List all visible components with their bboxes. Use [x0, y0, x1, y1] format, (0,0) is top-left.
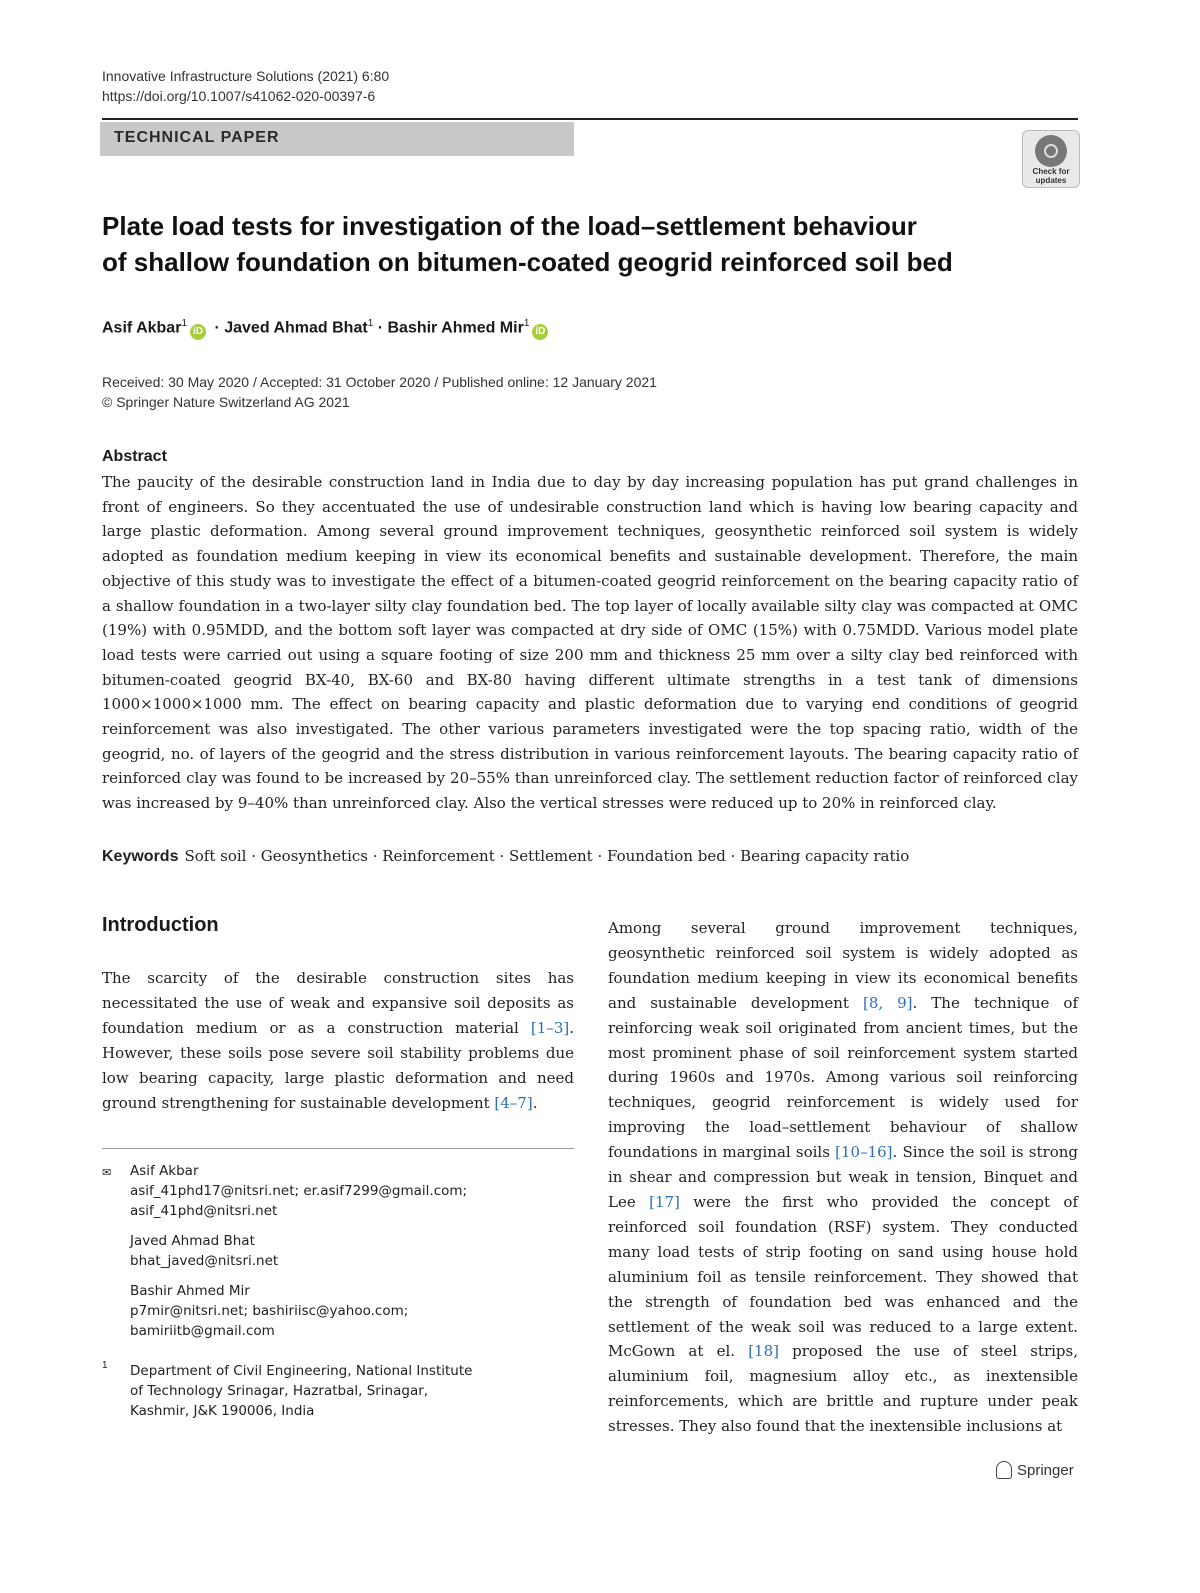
- author-separator: ·: [214, 319, 220, 337]
- title-line-2: of shallow foundation on bitumen-coated geogrid reinforced soil bed: [102, 247, 953, 277]
- affiliation-line: Kashmir, J&K 190006, India: [130, 1403, 315, 1419]
- paragraph-text: were the first who provided the concept of reinforced soil foundation (RSF) system. They conducted many load tests of strip footing on sand using house hold aluminium foil as tensile reinforcement. They showed that the strength of foundation bed was enhanced and the settlement of the weak soil was reduced to a large extent. McGown at el.: [608, 1192, 1079, 1361]
- contact-email[interactable]: bhat_javed@nitsri.net: [130, 1253, 279, 1269]
- author-list: [102, 312, 552, 340]
- citation-link[interactable]: [10–16]: [835, 1143, 893, 1162]
- dates-line: Received: 30 May 2020 / Accepted: 31 October 2020 / Published online: 12 January 2021: [102, 374, 657, 390]
- title-line-1: Plate load tests for investigation of the load–settlement behaviour: [102, 211, 917, 241]
- affiliation-line: of Technology Srinagar, Hazratbal, Srinagar,: [130, 1383, 429, 1399]
- paragraph-text: . The technique of reinforcing weak soil originated from ancient times, but the most prominent phase of soil reinforcement system started during 1960s and 1970s. Among various soil reinforcing techniques, geogrid reinforcement is widely used for improving the load–settlement behaviour of shallow foundations in marginal soils: [608, 993, 1078, 1162]
- badge-text-1: Check for: [1032, 167, 1070, 176]
- author-name[interactable]: Bashir Ahmed Mir: [387, 319, 524, 337]
- intro-left-paragraph: [102, 966, 574, 1115]
- contact-email[interactable]: bamiriitb@gmail.com: [130, 1323, 275, 1339]
- citation-link[interactable]: [1–3]: [530, 1018, 570, 1037]
- section-heading-introduction: Introduction: [102, 914, 219, 936]
- keywords-label: Keywords: [102, 848, 179, 865]
- contact-name: Javed Ahmad Bhat: [130, 1233, 255, 1249]
- affiliation-line: Department of Civil Engineering, National Institute: [130, 1363, 473, 1379]
- publication-history: [102, 372, 657, 412]
- abstract-heading: Abstract: [102, 448, 167, 465]
- keywords-line: [102, 845, 1078, 868]
- journal-citation: Innovative Infrastructure Solutions (2021) 6:80: [102, 68, 390, 84]
- corresponding-contacts: [130, 1161, 574, 1341]
- publisher-name: Springer: [1017, 1462, 1074, 1479]
- check-for-updates-badge[interactable]: [1022, 130, 1080, 188]
- author-name[interactable]: Javed Ahmad Bhat: [224, 319, 368, 337]
- paragraph-text: . However, these soils pose severe soil stability problems due low bearing capacity, large plastic deformation and need ground strengthening for sustainable development: [102, 1018, 574, 1112]
- citation-link[interactable]: [4–7]: [494, 1093, 533, 1112]
- contact-email[interactable]: asif_41phd@nitsri.net: [130, 1203, 278, 1219]
- paragraph-text: Among several ground improvement techniques, geosynthetic reinforced soil system is widely adopted as foundation medium keeping in view its economical benefits and sustainable development: [608, 919, 1078, 1012]
- orcid-icon[interactable]: iD: [532, 324, 548, 340]
- springer-horse-icon: [996, 1461, 1012, 1479]
- contact-name: Asif Akbar: [130, 1163, 199, 1179]
- affiliation: [130, 1361, 574, 1421]
- header-rule: [102, 118, 1078, 120]
- author-affiliation-mark: 1: [523, 318, 530, 329]
- intro-right-paragraph: [608, 916, 1078, 1439]
- paragraph-text: . Since the soil is strong in shear and compression but weak in tension, Binquet and Lee: [608, 1143, 1078, 1211]
- badge-text-2: updates: [1035, 176, 1067, 185]
- author-separator: ·: [377, 319, 384, 337]
- citation-link[interactable]: [17]: [649, 1192, 680, 1211]
- abstract-body: The paucity of the desirable construction land in India due to day by day increasing population has put grand challenges in front of engineers. So they accentuated the use of undesirable construction land which is having low bearing capacity and large plastic deformation. Among several ground improvement techniques, geosynthetic reinforced soil system is widely adopted as foundation medium keeping in view its economical benefits and sustainable development. Therefore, the main objective of this study was to investigate the effect of a bitumen-coated geogrid reinforcement on the bearing capacity ratio of a shallow foundation in a two-layer silty clay foundation bed. The top layer of locally available silty clay was compacted at OMC (19%) with 0.95MDD, and the bottom soft layer was compacted at dry side of OMC (15%) with 0.75MDD. Various model plate load tests were carried out using a square footing of size 200 mm and thickness 25 mm over a silty clay bed reinforced with bitumen-coated geogrid BX-40, BX-60 and BX-80 having different ultimate strengths in a test tank of dimensions 1000×1000×1000 mm. The effect on bearing capacity and plastic deformation due to varying end conditions of geogrid reinforcement was also investigated. The other various parameters investigated were the top spacing ratio, width of the geogrid, no. of layers of the geogrid and the stress distribution in various reinforcement layouts. The bearing capacity ratio of reinforced clay was found to be increased by 20–55% than unreinforced clay. The settlement reduction factor of reinforced clay was increased by 9–40% than unreinforced clay. Also the vertical stresses were reduced up to 20% in reinforced clay.: [102, 473, 1078, 813]
- citation-link[interactable]: [18]: [748, 1342, 779, 1361]
- contact-email[interactable]: p7mir@nitsri.net; bashiriisc@yahoo.com;: [130, 1303, 409, 1319]
- update-icon: [1035, 135, 1067, 167]
- paragraph-text: .: [532, 1093, 538, 1112]
- orcid-icon[interactable]: iD: [190, 324, 206, 340]
- doi-link[interactable]: https://doi.org/10.1007/s41062-020-00397-6: [102, 88, 376, 104]
- affiliation-number: 1: [102, 1360, 108, 1371]
- keywords-list: Soft soil · Geosynthetics · Reinforcement · Settlement · Foundation bed · Bearing capacity ratio: [184, 847, 910, 865]
- journal-info: [102, 66, 389, 106]
- author-affiliation-mark: 1: [367, 318, 374, 329]
- category-label: TECHNICAL PAPER: [114, 129, 280, 146]
- author-name[interactable]: Asif Akbar: [102, 319, 182, 337]
- copyright-line: © Springer Nature Switzerland AG 2021: [102, 394, 350, 410]
- citation-link[interactable]: [8, 9]: [862, 993, 913, 1012]
- contact-email[interactable]: asif_41phd17@nitsri.net; er.asif7299@gmail.com;: [130, 1183, 468, 1199]
- category-banner: [100, 122, 574, 156]
- footnote-rule: [102, 1148, 574, 1149]
- envelope-icon: ✉: [102, 1167, 112, 1179]
- paragraph-text: The scarcity of the desirable construction sites has necessitated the use of weak and expansive soil deposits as foundation medium or as a construction material: [102, 969, 574, 1037]
- contact-name: Bashir Ahmed Mir: [130, 1283, 250, 1299]
- publisher-logo: [996, 1461, 1074, 1479]
- article-title: [102, 208, 1062, 280]
- paragraph-text: proposed the use of steel strips, aluminium foil, magnesium alloy etc., as inextensible reinforcements, which are brittle and rupture under peak stresses. They also found that the inextensible inclusions at: [608, 1342, 1078, 1436]
- author-affiliation-mark: 1: [181, 318, 187, 329]
